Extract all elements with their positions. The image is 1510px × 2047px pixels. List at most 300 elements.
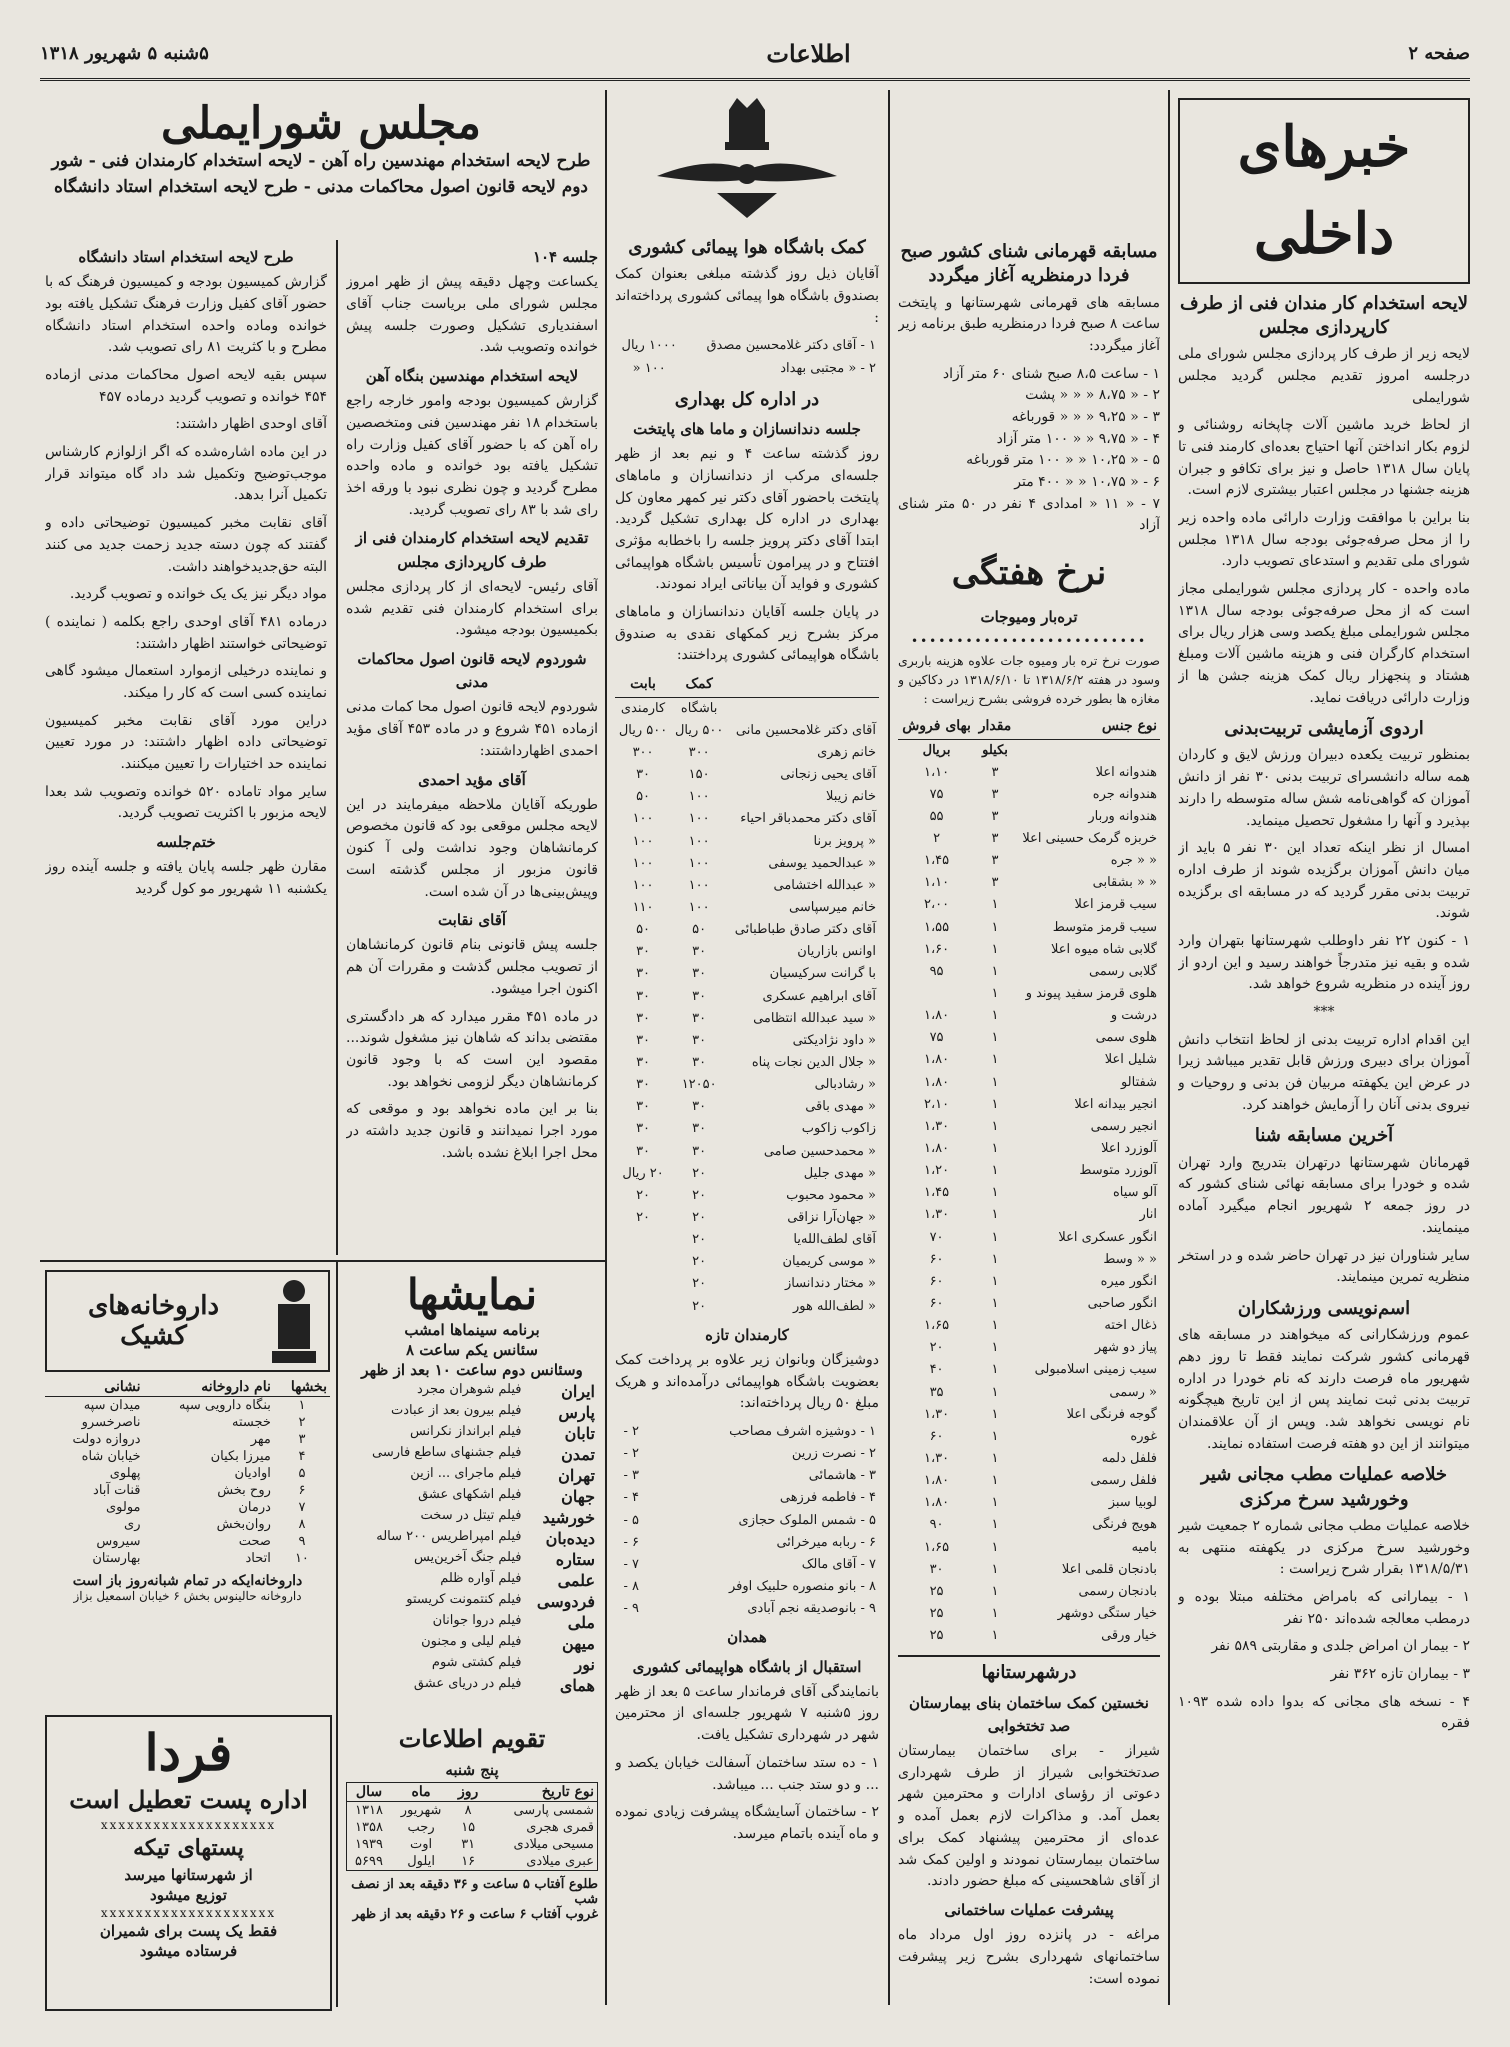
price-cell: ۱ [991,1583,999,1599]
pharmacy-cell: سیروس [96,1534,141,1549]
donor-cell: آقای لطف‌الله‌یا [793,1232,876,1248]
donor-row [615,1163,879,1185]
article-title: طرح لایحه استخدام استاد دانشگاه [78,248,294,266]
parliament-column-right [346,240,598,1255]
pharmacy-cell: ۵ [298,1466,306,1481]
donor-cell: زاکوب زاکوب [801,1121,876,1137]
section-title: درشهرستانها [898,1655,1160,1685]
donor-cell: ۱۰۰ [688,877,710,893]
donor-cell: ۱۰۰ [632,855,654,871]
donor-cell: ۳۰ [636,1032,651,1048]
price-title: نرخ هفتگی [951,553,1107,594]
donor-cell: ۱۰۰ « [632,360,666,376]
sunset-time: غروب آفتاب ۶ ساعت و ۲۶ دقیقه بعد از ظهر [352,1907,598,1923]
price-unit: بکیلو [982,742,1008,758]
cinema-cell: فردوسی [536,1592,595,1611]
price-cell: غوره [1130,1428,1157,1444]
pharmacy-table [45,1378,330,1567]
donor-row [615,919,879,941]
price-row [898,1204,1160,1226]
donor-cell: ۲۰ [692,1276,707,1292]
article-paragraph: دوشیزگان وبانوان زیر علاوه بر پرداخت کمک بعضویت باشگاه هواپیمائی درآمده‌اند و هریک مبلغ ۵۰ ریال پرداخته‌اند: [615,1351,879,1412]
cinema-cell: میهن [562,1634,595,1653]
price-cell: ۱ [991,1207,999,1223]
pharmacy-cell: مهر [250,1432,271,1447]
price-cell: ۱ [991,1296,999,1312]
cinema-subtitle: وسئانس دوم ساعت ۱۰ بعد از ظهر [361,1361,583,1379]
price-cell: ۱ [991,1406,999,1422]
session-label: جلسه ۱۰۴ [532,248,598,266]
page-date: ۵شنبه ۵ شهریور ۱۳۱۸ [40,42,209,64]
price-cell: شفتالو [1120,1074,1157,1090]
pharmacy-cell: ۷ [298,1500,306,1515]
cinema-row [346,1444,598,1465]
pharmacy-title: داروخانه‌های کشیک [87,1291,220,1351]
price-cell: ۳۵ [929,1384,944,1400]
donor-cell: ۲۰ [692,1187,707,1203]
donor-cell: ۱۰۰ [632,877,654,893]
donor-row [615,1251,879,1273]
donor-row [615,831,879,853]
article-title: آقای مؤید احمدی [418,770,526,789]
price-cell: ۱ [991,1451,999,1466]
price-unit: بریال [922,742,951,758]
price-cell: ۱ [991,1185,999,1201]
article-paragraph: بانمایندگی آقای فرماندار ساعت ۵ بعد از ظهر روز ۵شنبه ۷ شهریور جلسه‌ای از محترمین شهر در شهرداری تشکیل یافت. [615,1683,879,1744]
price-row [898,1448,1160,1470]
donor-row [615,358,879,380]
article-paragraph: گزارش کمیسیون بودجه وامور خارجه راجع باستخدام ۱۸ نفر مهندسین فنی ومتخصصین راه آهن که با حضور آقای کفیل وزارت راه تشکیل یافته بود خوانده و ماده واحده مطرح گردید و چون نظری نبود با ورقه اخذ رای شد با ۸۳ رای تصویب گردید. [346,393,598,518]
donor-cell: آقای دکتر غلامحسین مانی [735,722,876,738]
donor-cell: « موسی کریمیان [782,1254,876,1270]
article-paragraph: یکساعت وچهل دقیقه پیش از ظهر امروز مجلس شورای ملی بریاست جناب آقای اسفندیاری تشکیل وصورت جلسه پیش خوانده وتصویب شد. [346,274,598,356]
swim-price-column [898,232,1160,2007]
price-row [898,850,1160,872]
pharmacy-cell: درمان [238,1500,271,1515]
calendar-header: سال [347,1783,391,1802]
pharmacy-cell: روح بخش [217,1483,271,1498]
price-cell: ۲،۰۰ [923,897,950,913]
price-cell: ۱ [991,1118,999,1134]
pharmacy-cell: ۶ [298,1483,306,1498]
price-cell: ۲ [933,831,941,847]
article-paragraph: مسابقه های قهرمانی شهرستانها و پایتخت ساعت ۸ صبح فردا درمنظریه طبق برنامه زیر آغاز میگردد: [898,294,1160,354]
donor-row [615,1207,879,1229]
price-cell: انگور میره [1100,1273,1157,1289]
staff-row [615,1532,879,1554]
price-cell: ۳ [991,764,999,780]
price-cell: ۳ [991,808,999,824]
domestic-news-column [1178,98,1470,2008]
pharmacy-cell: ۱۰ [294,1551,309,1566]
staff-cell: ۴ - [623,1490,640,1506]
pharmacy-cell: ناصرخسرو [81,1415,141,1430]
price-row [898,1138,1160,1160]
donor-row [615,897,879,919]
price-cell: ۱ [991,1030,999,1046]
price-row [898,1470,1160,1492]
price-cell: سیب قرمز متوسط [1052,919,1157,935]
sunrise-time: طلوع آفتاب ۵ ساعت و ۳۶ دقیقه بعد از نصف شب [351,1877,598,1908]
price-row [898,1249,1160,1271]
price-cell: ۱ [991,919,999,935]
donor-cell: با گرانت سرکیسیان [769,966,876,982]
cinema-cell: ملی [567,1613,595,1632]
donor-row [615,1074,879,1096]
donor-cell: ۳۰ [636,1055,651,1070]
pharmacy-cell: ۳ [298,1432,306,1447]
parliament-title: مجلس شورایملی [161,98,481,149]
pharmacy-note: داروخانه‌ایکه در تمام شبانه‌روز باز است [72,1573,303,1589]
price-row [898,1094,1160,1116]
article-title: استقبال از باشگاه هواپیمائی کشوری [632,1657,862,1676]
donor-cell: ۳۰ [692,1010,707,1026]
cinema-cell: خورشید [542,1508,595,1527]
donor-cell [615,1251,671,1273]
price-table [898,715,1160,1647]
cinema-cell: تابان [564,1424,595,1443]
cinema-cell: تمدن [561,1445,595,1464]
cinema-cell: فیلم تیتل در سخت [420,1508,522,1523]
pharmacist-icon [264,1276,324,1366]
price-row [898,1116,1160,1138]
price-cell: ۲۵ [929,1628,944,1644]
donor-cell: آقای دکتر محمدباقر احیاء [740,811,876,827]
price-cell: ۱ [991,1163,999,1179]
staff-cell: ۵ - [623,1512,640,1528]
price-cell: انگور صاحبی [1087,1296,1157,1312]
price-cell: ۳ [991,831,999,847]
price-cell: « « وسط [1103,1251,1157,1267]
price-cell: انگور عسکری اعلا [1058,1229,1157,1245]
pharmacy-row [45,1448,330,1465]
donor-row [615,941,879,963]
calendar-title: تقویم اطلاعات [398,1724,546,1753]
pharmacy-cell: اوادیان [234,1466,271,1481]
price-cell: لوبیا سبز [1108,1495,1157,1511]
article-paragraph: امسال از نظر اینکه تعداد این ۳۰ نفر ۵ باید از میان دانش آموزان برگزیده شوند از طرف اداره تربیت بدنی مقرر گردید که در مسابقه ای برگزیده شوند. [1178,840,1470,922]
donor-cell [615,1296,671,1318]
calendar-row [347,1819,598,1836]
price-header-price: بهای فروش [898,715,975,739]
price-cell: ۷۰ [929,1229,944,1245]
price-cell: ۶۰ [929,1273,944,1289]
pharmacy-cell: خیابان شاه [81,1449,141,1464]
article-paragraph: در پایان جلسه آقایان دندانسازان و ماماهای مرکز بشرح زیر کمکهای نقدی به صندوق باشگاه هواپیمائی کشوری پرداختند: [615,604,879,664]
price-row [898,917,1160,939]
donor-cell: ۱۰۰ [632,833,654,849]
donor-cell: « محمود محبوب [786,1187,876,1203]
donor-cell: ۱۰۰ [688,789,710,805]
article-paragraph: گزارش کمیسیون بودجه و کمیسیون فرهنگ که با حضور آقای کفیل وزارت فرهنگ تشکیل یافته بود خوانده وماده واحده استخدام استاد دانشگاه مطرح و با کثریت ۸۱ رای تصویب شد. [45,274,327,356]
pharmacy-cell: صحت [238,1534,271,1549]
article-paragraph: این اقدام اداره تربیت بدنی از لحاظ انتخاب دانش آموزان برای دبیری ورزش قابل تقدیر میباشد زیرا در عرض این یکهفته مربیان فن بدنی و روحیات و نیروی بدنی آنان را آزمایش خواهند کرد. [1178,1031,1470,1113]
race-item: ۶ - « ۱۰،۷۵ « « ۴۰۰ متر [1014,474,1160,491]
staff-cell: ۲ - نصرت زرین [791,1446,876,1462]
calendar-cell: ۸ [464,1803,472,1819]
article-paragraph: آقایان ذیل روز گذشته مبلغی بعنوان کمک بصندوق باشگاه هوا پیمائی کشوری پرداخته‌اند : [615,266,879,326]
article-paragraph: خلاصه عملیات مطب مجانی شماره ۲ جمعیت شیر وخورشید سرخ مرکزی در یکهفته منتهی به ۱۳۱۸/۵/۳۱ بقرار شرح زیراست : [1178,1517,1470,1578]
cinema-row [346,1675,598,1696]
staff-row [615,1510,879,1532]
donor-header: بابت [615,673,671,697]
staff-row [615,1598,879,1620]
article-paragraph: آقای نقابت مخبر کمیسیون توضیحاتی داده و گفتند که چون دسته جدید زحمت جدید می کنند البته حق‌جدیدخواهند داشت. [45,515,327,575]
price-cell: ۱ [991,1561,999,1577]
pharmacy-row [45,1465,330,1482]
cinema-title: نمایشها [406,1270,538,1319]
article-paragraph: سپس بقیه لایحه اصول محاکمات مدنی ازماده ۴۵۴ خوانده و تصویب گردید درماده ۴۵۷ [45,367,327,405]
price-cell: ۱ [991,1428,999,1444]
donor-cell: آقای یحیی زنجانی [780,767,876,783]
pharmacy-cell: ۹ [298,1534,306,1549]
calendar-table [346,1782,598,1871]
ad-line: توزیع میشود [150,1886,227,1905]
price-row [898,872,1160,894]
staff-cell: ۲ - [623,1446,640,1462]
staff-row [615,1576,879,1598]
donor-row [615,720,879,742]
calendar-cell: اوت [410,1837,433,1853]
price-cell: ۱،۱۰ [923,764,950,780]
article-title: نخستین کمک ساختمان بنای بیمارستان صد تختخوابی [909,1693,1149,1735]
donor-row [615,1229,879,1251]
article-paragraph: از لحاظ خرید ماشین آلات چاپخانه روشنائی و لزوم بکار انداختن آنها احتیاج بعده‌ای کارمند فنی تا پایان سال ۱۳۱۸ حاصل و نیز برای تکافو و جبران هزینه جشنها در مجلس اعتبار بیشتری لازم است. [1178,417,1470,499]
cinema-row [346,1486,598,1507]
article-paragraph: شیراز - برای ساختمان بیمارستان صدتختخوابی شیراز از طرف شهرداری دعوتی از رؤسای ادارات و محترمین شهر بعمل آمد. و مذاکرات لازم بعمل آمده و عده‌ای از محترمین پیشنهاد کمک برای ساختمان بیمارستان نمودند و اولین کمک شد از آقای شاهحسینی که مبلغ حضور دادند. [898,1743,1160,1890]
pharmacy-header: بخشها [274,1378,330,1397]
donor-cell: « عبدالحمید یوسفی [768,855,876,871]
article-paragraph: روز گذشته ساعت ۴ و نیم بعد از ظهر جلسه‌ای مرکب از دندانسازان و ماماهای پایتخت باحضور آقای دکتر نیر کمهر معاون کل بهداری در اداره کل بهداری تشکیل گردید. ابتدا آقای دکتر پرویز جلسه را باخطابه مؤثری افتتاح و در پیرامون تأسیس باشگاه هواپیمائی کشوری و فواید آن بیاناتی ایراد نمودند. [615,446,879,593]
price-cell: فلفل دلمه [1101,1451,1157,1466]
donor-cell: « لطف‌الله هور [793,1298,876,1314]
price-cell: ۳ [991,875,999,891]
article-paragraph: جلسه پیش قانونی بنام قانون کرمانشاهان از تصویب مجلس گذشت و مقررات آن هم اکنون اجرا میشود. [346,937,598,997]
article-paragraph: در این ماده اشاره‌شده که اگر ازلوازم کارشناس موجب‌توضیح وتکمیل شد داد گاه میتواند قرار تکمیل آنرا بدهد. [45,444,327,504]
donor-cell: « پرویز برنا [813,833,876,849]
price-cell: ۱ [991,1473,999,1489]
price-cell: ۱،۴۵ [923,853,950,869]
donor-cell: ۳۰۰ [632,745,654,761]
pharmacy-row [45,1397,330,1415]
pharmacy-cell: ۲ [298,1415,306,1430]
price-cell: خیار ورقی [1101,1628,1157,1644]
price-cell: ۱ [991,1251,999,1267]
price-cell: هلوی قرمز سفید پیوند و [1025,986,1157,1002]
price-cell: ۲۵ [929,1583,944,1599]
ad-line: اداره پست تعطیل است [69,1785,308,1814]
price-row [898,983,1160,1005]
article-paragraph: ۳ - بیماران تازه ۳۶۲ نفر [1330,1666,1470,1683]
cinema-subtitle: برنامه سینماها امشب [404,1321,540,1339]
donor-cell [615,1273,671,1295]
price-cell: انجیر رسمی [1090,1118,1157,1134]
price-header-qty: مقدار [975,715,1015,739]
donor-cell: ۲۰ [692,1209,707,1225]
race-item: ۷ - « ۱۱ « امدادی ۴ نفر در ۵۰ متر شنای آزاد [898,495,1160,534]
donor-cell: ۲۰ [636,1209,651,1225]
pharmacy-header: نام داروخانه [144,1378,274,1397]
price-cell: ۶۰ [929,1428,944,1444]
price-cell: ۱،۸۰ [923,1473,950,1489]
article-paragraph: دراین مورد آقای نقابت مخبر کمیسیون توضیحاتی داده اظهار داشتند: در مورد تعیین نماینده حد اختیارات را تعیین میکنند. [45,712,327,772]
price-cell: سیب قرمز اعلا [1074,897,1157,913]
price-row [898,828,1160,850]
price-row [898,1337,1160,1359]
article-paragraph: ماده واحده - کار پردازی مجلس شورایملی مجاز است که از محل صرفه‌جوئی بودجه سال ۱۳۱۸ مجلس شورایملی مبلغ یکصد وسی هزار ریال برای استخدام کارگران فنی و هزینه ماشین آلات ومبلغ هشتاد و پنجهزار ریال کمک هزینه جشن ها از وزارت دارائی دریافت نماید. [1178,581,1470,706]
donor-row [615,1052,879,1074]
article-paragraph: درماده ۴۸۱ آقای اوحدی راجع بکلمه ( نماینده ) توضیحاتی خواستند اظهار داشتند: [45,613,327,652]
race-item: ۲ - « ۸،۷۵ « « « پشت [1025,387,1160,404]
aviation-donors-table [615,335,879,379]
donor-row [615,875,879,897]
article-paragraph: ۴ - نسخه های مجانی که بدوا داده شده ۱۰۹۳ فقره [1178,1693,1470,1732]
price-row [898,1027,1160,1049]
donor-cell: خانم زیبلا [826,789,876,805]
donor-cell: ۱ - آقای دکتر غلامحسین مصدق [706,338,876,354]
donor-row [615,1008,879,1030]
column-rule [888,90,890,2005]
price-cell: انجیر بیدانه اعلا [1074,1096,1157,1112]
price-cell: آلو سیاه [1112,1185,1157,1201]
donor-row [615,335,879,357]
price-cell: ۱ [991,1096,999,1112]
article-paragraph: ۲ - بیمار ان امراض جلدی و مقاربتی ۵۸۹ نفر [1211,1638,1470,1655]
cinema-cell: فیلم دروا جوانان [432,1613,522,1628]
staff-cell: ۶ - ربابه میرخرائی [776,1534,876,1550]
donor-cell: ۲ - « مجتبی بهداد [780,360,876,376]
donor-cell: ۳۰ [692,1032,707,1048]
cinema-cell: علمی [557,1571,595,1590]
calendar-row [347,1802,598,1820]
dotted-rule: xxxxxxxxxxxxxxxxxxxx [100,1818,277,1833]
staff-cell: ۹ - [623,1601,640,1617]
cinema-row [346,1507,598,1528]
price-cell: هلوی سمی [1095,1030,1157,1046]
article-title: خلاصه عملیات مطب مجانی شیر وخورشید سرخ مرکزی [1200,1464,1448,1510]
donor-cell: آقای دکتر صادق طباطبائی [734,922,876,938]
donor-cell: « سید عبدالله انتظامی [753,1010,876,1026]
staff-cell: ۶ - [623,1534,640,1550]
price-cell: ۱ [991,897,999,913]
donor-cell: « عبدالله اختشامی [773,877,876,893]
pharmacy-note: داروخانه حالینوس بخش ۶ خیابان اسمعیل بزاز [73,1589,302,1603]
staff-cell: ۵ - شمس الملوک حجازی [738,1512,876,1528]
price-cell: ۲۰ [929,1340,944,1356]
cinema-cell: ستاره [555,1550,595,1569]
cinema-cell: فیلم ابرانداز نکرانس [409,1424,522,1439]
price-cell: ۱ [991,1517,999,1533]
price-row [898,939,1160,961]
price-row [898,1514,1160,1536]
pharmacy-cell: ۸ [298,1517,306,1532]
donor-row [615,986,879,1008]
price-cell: ۱ [991,1495,999,1511]
dotted-rule: •••••••••••••••••••••••••• [910,634,1148,649]
pharmacy-cell: قنات آباد [93,1483,141,1498]
cinema-row [346,1633,598,1654]
calendar-cell: ۱۳۵۸ [355,1820,383,1836]
donor-cell: « داود نژادیکتی [792,1032,876,1048]
price-cell: ۱ [991,1052,999,1068]
calendar-header: نوع تاریخ [485,1783,597,1802]
price-cell: ۶۰ [929,1296,944,1312]
price-row [898,1581,1160,1603]
price-cell: ۱ [991,941,999,957]
price-cell: ۱ [991,986,999,1002]
post-office-ad [45,1715,332,2011]
price-cell: ۱،۸۰ [923,1074,950,1090]
calendar-cell: ۵۶۹۹ [355,1854,383,1870]
price-row [898,1315,1160,1337]
staff-cell: ۳ - هاشمائی [808,1468,876,1484]
donor-cell: ۳۰ [692,944,707,960]
price-unit [1015,739,1160,762]
donor-cell: ۱۰۰ [632,811,654,827]
price-cell: هندوانه جره [1092,786,1157,802]
price-cell: خربزه گرمک حسینی اعلا [1022,831,1157,847]
calendar-row [347,1836,598,1853]
article-paragraph: صورت نرخ تره بار ومیوه جات علاوه هزینه باربری وسود در هفته ۱۳۱۸/۶/۲ تا ۱۳۱۸/۶/۱۰ در دکاکین و مغازه ها بطور خرده فروشی بشرح زیراست : [898,652,1160,707]
price-cell: انار [1139,1207,1157,1223]
race-item: ۵ - « ۱۰،۲۵ « « ۱۰۰ متر قورباغه [966,452,1160,469]
staff-cell: ۸ - بانو منصوره حلبیک اوفر [728,1578,876,1594]
price-row [898,1005,1160,1027]
price-row [898,961,1160,983]
price-row [898,1227,1160,1249]
donor-cell: ۱۰۰ [688,855,710,871]
price-cell: « « جره [1110,853,1157,869]
race-schedule [898,364,1160,538]
donor-cell: ۱۰۰ [688,900,710,916]
calendar-cell: رجب [407,1820,435,1836]
cinema-cell: دیده‌بان [545,1529,595,1548]
price-cell: ۱ [991,1318,999,1334]
price-cell: ۱ [991,1229,999,1245]
price-cell: ۳۰ [929,1561,944,1577]
pharmacy-row [45,1431,330,1448]
article-paragraph: مقارن ظهر جلسه پایان یافته و جلسه آینده روز یکشنبه ۱۱ شهریور مو کول گردید [45,859,327,897]
cinema-row [346,1423,598,1444]
calendar-cell: عبری میلادی [526,1854,594,1870]
donor-cell: ۳۰ [636,1099,651,1115]
calendar-box [346,1715,598,2000]
pharmacy-cell: بهارستان [92,1551,141,1566]
price-cell: ۱ [991,1384,999,1400]
price-cell: آلوزرد متوسط [1079,1163,1157,1179]
price-row [898,806,1160,828]
price-row [898,1426,1160,1448]
donor-cell: خانم میرسپاسی [789,900,876,916]
staff-row [615,1421,879,1443]
dotted-rule: xxxxxxxxxxxxxxxxxxxx [100,1906,277,1921]
cinema-box [346,1270,598,1710]
donor-cell: اوانس بازاریان [797,944,876,960]
cinema-row [346,1528,598,1549]
price-cell: ۵۵ [929,808,944,824]
price-cell: ۱،۲۰ [923,1163,950,1179]
cinema-cell: فیلم جشنهای ساطع فارسی [371,1445,522,1460]
staff-cell: ۲ - [623,1424,640,1439]
price-cell: ۱،۶۰ [923,941,950,957]
pharmacy-row [45,1550,330,1567]
race-item: ۱ - ساعت ۸،۵ صبح شنای ۶۰ متر آزاد [942,365,1160,382]
article-title: پیشرفت عملیات ساختمانی [944,1900,1114,1919]
cinema-row [346,1549,598,1570]
article-title: جلسه دندانسازان و ماما های پایتخت [633,419,861,438]
price-row [898,1049,1160,1071]
article-title: تقدیم لایحه استخدام کارمندان فنی از طرف کارپردازی مجلس [355,529,589,571]
